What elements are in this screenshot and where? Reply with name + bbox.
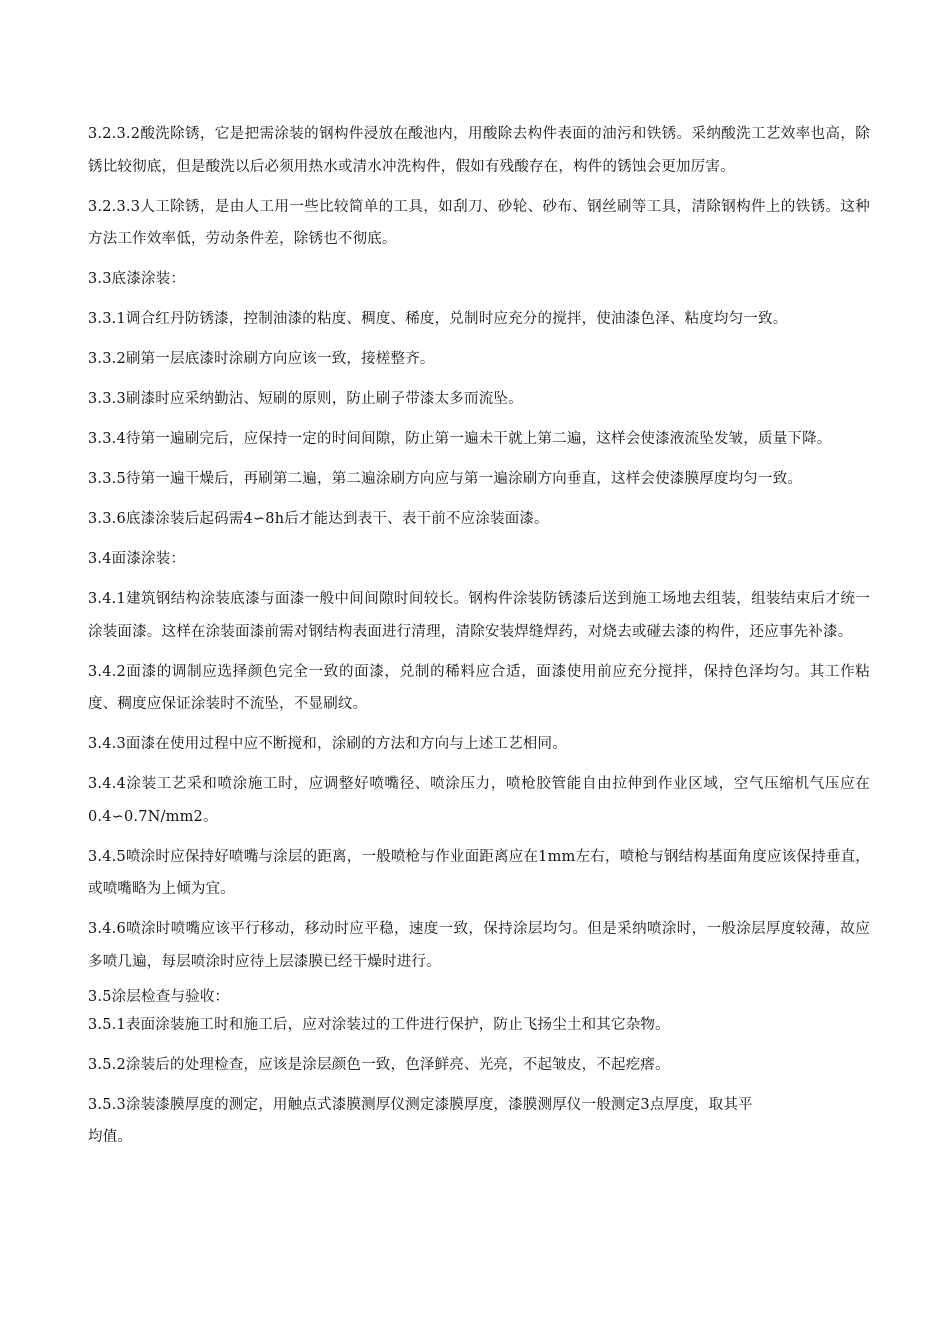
paragraph-3-4-4: 3.4.4涂装工艺采和喷涂施工时，应调整好喷嘴径、喷涂压力，喷枪胶管能自由拉伸到作业区域，空气压缩机气压应在0.4∽0.7N/mm2。 xyxy=(88,776,870,825)
paragraph-3-5-3-continued: 均值。 xyxy=(88,1129,133,1145)
paragraph-3-2-3-3: 3.2.3.3人工除锈，是由人工用一些比较简单的工具，如刮刀、砂轮、砂布、钢丝刷等工具，清除钢构件上的铁锈。这种方法工作效率低，劳动条件差，除锈也不彻底。 xyxy=(88,198,870,247)
paragraph-3-4-1: 3.4.1建筑钢结构涂装底漆与面漆一般中间间隙时间较长。钢构件涂装防锈漆后送到施工场地去组装，组装结束后才统一涂装面漆。这样在涂装面漆前需对钢结构表面进行清理，清除安装焊缝焊药，对烧去或碰去漆的构件，还应事先补漆。 xyxy=(88,591,870,640)
paragraph-3-3-2: 3.3.2刷第一层底漆时涂刷方向应该一致，接槎整齐。 xyxy=(88,351,435,367)
paragraph-3-5-2: 3.5.2涂装后的处理检查，应该是涂层颜色一致，色泽鲜亮、光亮，不起皱皮，不起疙瘩。 xyxy=(88,1056,670,1073)
section-heading-3-4: 3.4面漆涂装： xyxy=(88,551,186,567)
paragraph-3-5-1: 3.5.1表面涂装施工时和施工后，应对涂装过的工件进行保护，防止飞扬尘土和其它杂物。 xyxy=(88,1016,670,1033)
paragraph-3-2-3-2: 3.2.3.2酸洗除锈，它是把需涂装的钢构件浸放在酸池内，用酸除去构件表面的油污和铁锈。采纳酸洗工艺效率也高，除锈比较彻底，但是酸洗以后必须用热水或清水冲洗构件，假如有残酸存在，构件的锈蚀会更加厉害。 xyxy=(88,126,870,175)
document-body xyxy=(88,118,870,1161)
paragraph-3-4-6: 3.4.6喷涂时喷嘴应该平行移动，移动时应平稳，速度一致，保持涂层均匀。但是采纳喷涂时，一般涂层厚度较薄，故应多喷几遍，每层喷涂时应待上层漆膜已经干燥时进行。 xyxy=(88,921,870,970)
paragraph-3-4-2: 3.4.2面漆的调制应选择颜色完全一致的面漆，兑制的稀料应合适，面漆使用前应充分搅拌，保持色泽均匀。其工作粘度、稠度应保证涂装时不流坠，不显刷纹。 xyxy=(88,663,870,712)
section-heading-3-5: 3.5涂层检查与验收： xyxy=(88,988,230,1005)
paragraph-3-3-5: 3.3.5待第一遍干燥后，再刷第二遍，第二遍涂刷方向应与第一遍涂刷方向垂直，这样会使漆膜厚度均匀一致。 xyxy=(88,471,803,487)
paragraph-3-3-3: 3.3.3刷漆时应采纳勤沾、短刷的原则，防止刷子带漆太多而流坠。 xyxy=(88,391,523,407)
paragraph-3-4-5: 3.4.5喷涂时应保持好喷嘴与涂层的距离，一般喷枪与作业面距离应在1mm左右，喷枪与钢结构基面角度应该保持垂直，或喷嘴略为上倾为宜。 xyxy=(88,848,870,897)
paragraph-3-3-6: 3.3.6底漆涂装后起码需4∽8h后才能达到表干、表干前不应涂装面漆。 xyxy=(88,511,549,527)
section-heading-3-3: 3.3底漆涂装： xyxy=(88,271,186,287)
paragraph-3-3-4: 3.3.4待第一遍刷完后，应保持一定的时间间隙，防止第一遍未干就上第二遍，这样会使漆液流坠发皱，质量下降。 xyxy=(88,431,832,447)
paragraph-3-5-3: 3.5.3涂装漆膜厚度的测定，用触点式漆膜测厚仪测定漆膜厚度，漆膜测厚仪一般测定3点厚度，取其平 xyxy=(88,1096,753,1113)
paragraph-3-3-1: 3.3.1调合红丹防锈漆，控制油漆的粘度、稠度、稀度，兑制时应充分的搅拌，使油漆色泽、粘度均匀一致。 xyxy=(88,311,788,327)
paragraph-3-4-3: 3.4.3面漆在使用过程中应不断搅和，涂刷的方法和方向与上述工艺相同。 xyxy=(88,736,567,752)
